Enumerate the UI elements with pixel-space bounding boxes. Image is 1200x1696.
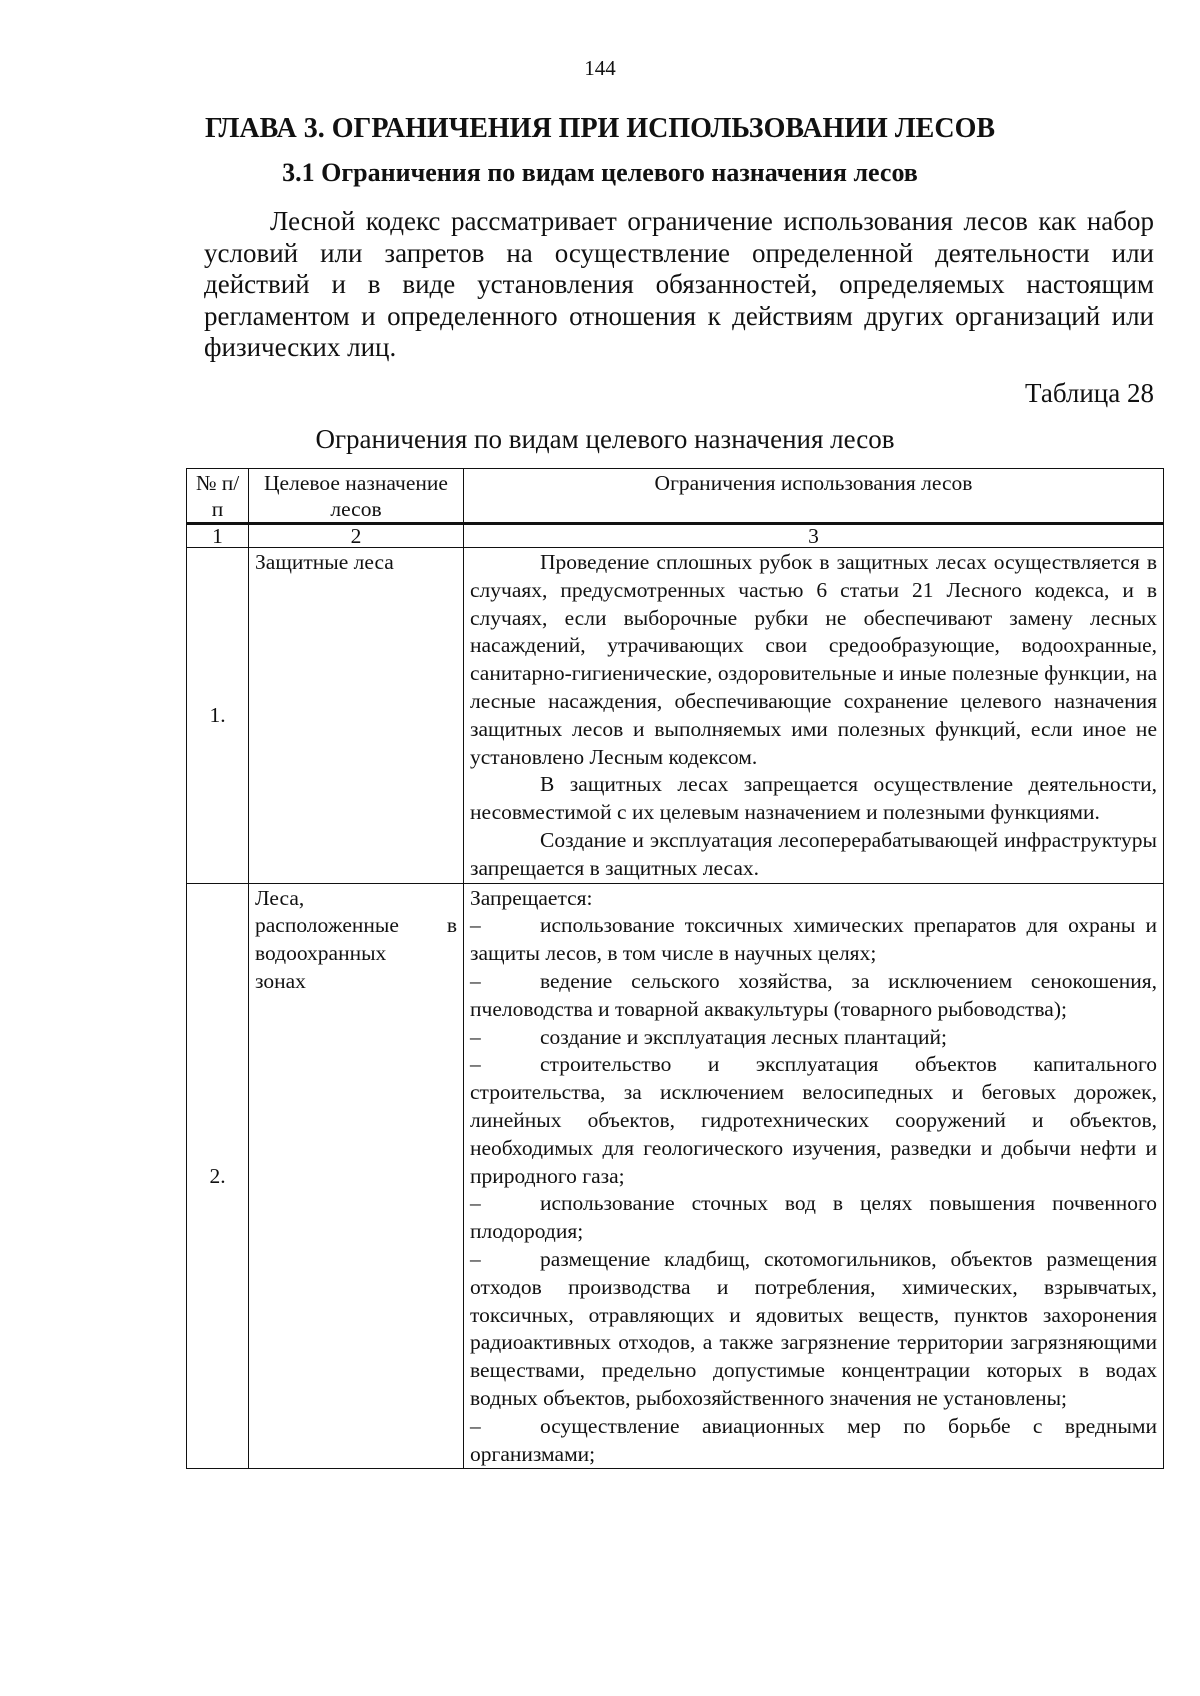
limit-item-text: строительство и эксплуатация объектов капитального строительства, за исключением велосипедных и беговых дорожек, линейных объектов, гидротехнических сооружений и объектов, необходимых для геологического изучения, разведки и добычи нефти и природного газа; — [470, 1052, 1157, 1188]
column-number-row — [187, 524, 1164, 548]
dash-marker: – — [470, 1191, 481, 1216]
intro-paragraph: Лесной кодекс рассматривает ограничение использования лесов как набор условий или запретов на осуществление определенной деятельности или действий и в виде установления обязанностей, определяемых настоящим регламентом и определенного отношения к действиям других организаций или физических лиц. — [204, 206, 1154, 362]
limit-item — [470, 1051, 1157, 1190]
table-row — [187, 883, 1164, 1469]
limit-item-text: использование сточных вод в целях повышения почвенного плодородия; — [470, 1191, 1157, 1244]
section-title: 3.1 Ограничения по видам целевого назначения лесов — [282, 158, 918, 187]
limit-item-text: использование токсичных химических препаратов для охраны и защиты лесов, в том числе в научных целях; — [470, 913, 1157, 966]
column-number: 3 — [464, 524, 1164, 548]
limit-item-text: размещение кладбищ, скотомогильников, объектов размещения отходов производства и потребления, химических, взрывчатых, токсичных, отравляющих и ядовитых веществ, пунктов захоронения радиоактивных отходов, а также загрязнение территории загрязняющими веществами, предельно допустимые концентрации которых в водах водных объектов, рыбохозяйственного значения не установлены; — [470, 1246, 1157, 1410]
header-limits: Ограничения использования лесов — [464, 469, 1164, 524]
table-row — [187, 548, 1164, 884]
dash-marker: – — [470, 1413, 481, 1438]
limit-paragraph: Проведение сплошных рубок в защитных лесах осуществляется в случаях, предусмотренных частью 6 статьи 21 Лесного кодекса, и в случаях, если выборочные рубки не обеспечивают замену лесных насаждений, утрачивающих свои средообразующие, водоохранные, санитарно-гигиенические, оздоровительные и иные полезные функции, на лесные насаждения, обеспечивающие сохранение целевого назначения защитных лесов и выполняемых ими полезных функций, если иное не установлено Лесным кодексом. — [470, 550, 1157, 769]
table-header-row — [187, 469, 1164, 524]
chapter-title: ГЛАВА 3. ОГРАНИЧЕНИЯ ПРИ ИСПОЛЬЗОВАНИИ ЛЕСОВ — [204, 113, 996, 144]
limit-item-text: ведение сельского хозяйства, за исключением сенокошения, пчеловодства и товарной аквакультуры (товарного рыбоводства); — [470, 968, 1157, 1021]
header-purpose: Целевое назначение лесов — [249, 469, 464, 524]
column-number: 2 — [249, 524, 464, 548]
limit-intro: Запрещается: — [470, 885, 593, 910]
row-purpose — [249, 883, 464, 1469]
purpose-word: расположенные — [255, 913, 399, 938]
limit-item — [470, 1246, 1157, 1413]
dash-marker: – — [470, 1052, 481, 1077]
purpose-word: в — [446, 913, 457, 938]
limit-item — [470, 1413, 1157, 1469]
row-limits — [464, 548, 1164, 884]
dash-marker: – — [470, 913, 481, 938]
dash-marker: – — [470, 1024, 481, 1049]
limit-item — [470, 1190, 1157, 1246]
dash-marker: – — [470, 968, 481, 993]
limit-paragraph: Создание и эксплуатация лесоперерабатывающей инфраструктуры запрещается в защитных лесах. — [470, 827, 1157, 880]
row-number: 1. — [187, 548, 249, 884]
purpose-line — [255, 912, 457, 940]
page-number: 144 — [584, 56, 616, 80]
table-label: Таблица 28 — [1025, 378, 1154, 408]
row-number: 2. — [187, 883, 249, 1469]
purpose-line: водоохранных — [255, 941, 387, 966]
row-limits — [464, 883, 1164, 1469]
limit-item-text: создание и эксплуатация лесных плантаций; — [540, 1024, 947, 1049]
purpose-line: зонах — [255, 968, 306, 993]
row-purpose: Защитные леса — [249, 548, 464, 884]
limit-item — [470, 968, 1157, 1024]
limit-item — [470, 1024, 1157, 1052]
limit-paragraph: В защитных лесах запрещается осуществление деятельности, несовместимой с их целевым назначением и полезными функциями. — [470, 772, 1157, 825]
limit-item — [470, 912, 1157, 968]
table-caption: Ограничения по видам целевого назначения лесов — [315, 424, 895, 454]
dash-marker: – — [470, 1246, 481, 1271]
column-number: 1 — [187, 524, 249, 548]
header-number: № п/п — [187, 469, 249, 524]
restrictions-table — [186, 468, 1164, 1469]
purpose-line: Леса, — [255, 885, 305, 910]
limit-item-text: осуществление авиационных мер по борьбе с вредными организмами; — [470, 1413, 1157, 1466]
